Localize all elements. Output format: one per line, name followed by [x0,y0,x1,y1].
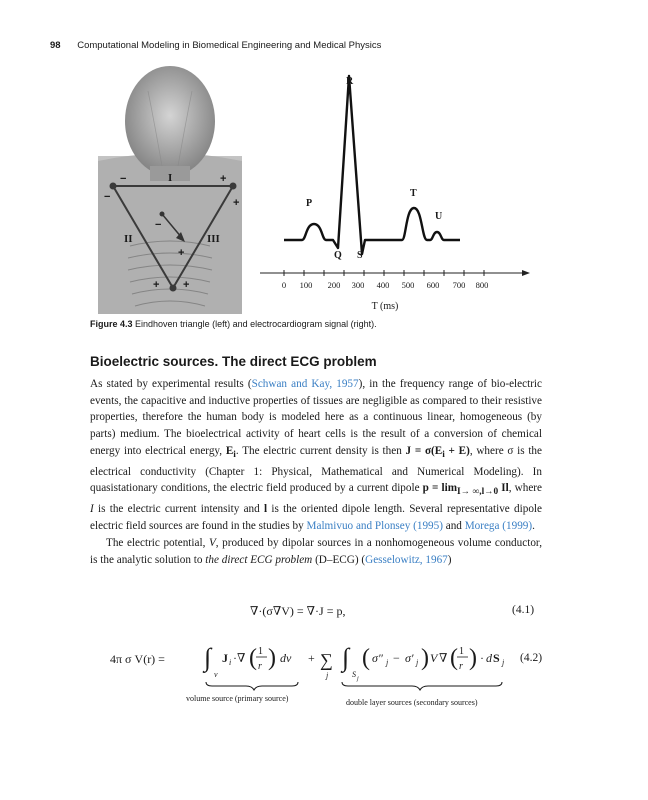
torso-image [98,66,242,314]
svg-text:j: j [357,676,359,682]
svg-text:S: S [493,651,500,665]
sign-minus-2: − [104,191,111,203]
svg-text:j: j [502,658,505,667]
svg-text:σ′: σ′ [405,651,414,665]
caption-text: Eindhoven triangle (left) and electrocardiogram signal (right). [135,319,377,329]
wave-label-t: T [410,188,417,199]
svg-text:−: − [393,651,400,665]
equation-4-2-lhs: 4π σ V(r) = [110,652,165,666]
body-text [90,376,542,568]
tick-500: 500 [401,280,415,290]
brace-label-double-layer: double layer sources (secondary sources) [346,698,478,707]
figure-caption [90,319,377,329]
sign-plus-5: + [183,279,190,291]
svg-text:): ) [268,645,276,671]
svg-text:J: J [222,651,228,665]
wave-label-q: Q [334,250,342,261]
sign-minus-3: − [155,219,162,231]
paragraph-1: As stated by experimental results (Schwan and Kay, 1957), in the frequency range of bio-electric events, the capacitive and inductive properties of tissues are negligible as compared to their resistive properties, therefore the human body is modeled here as a continuous linear, homogeneous (by parts) medium. The bioelectrical activity of heart cells is the result of a conversion of chemical energy into electrical energy, $E_i$. The electric current density is then $J = \sigma(E_i + E)$, where σ is the electrical conductivity (Chapter 1: Physical, Mathematical and Numerical Modeling). In quasistationary conditions, the electric field produced by a current dipole $p = \lim_{I\to \infty,l\to 0} Il$, where I is the electric current intensity and l is the oriented dipole length. Several representative dipole electric field sources are found in the studies by Malmivuo and Plonsey (1995) and Morega (1999). [90,378,542,533]
time-axis [260,270,530,312]
sign-plus-2: + [233,197,240,209]
wave-label-s: S [357,250,363,261]
svg-text:1: 1 [459,646,464,657]
section-title: Bioelectric sources. The direct ECG problem [90,354,377,369]
svg-text:r: r [258,661,262,672]
svg-text:dv: dv [280,651,292,665]
lead-label-ii: II [124,233,133,245]
figure-eindhoven-ecg [50,66,570,316]
wave-label-p: P [306,198,313,209]
svg-text:S: S [352,670,356,679]
svg-text:·: · [480,651,484,665]
caption-label: Figure 4.3 [90,319,133,329]
equation-number-4-1: (4.1) [512,604,535,616]
lead-label-i: I [168,172,173,184]
paragraph-2: The electric potential, V, produced by dipolar sources in a nonhomogeneous volume conductor, is the analytic solution to the direct ECG problem (D–ECG) (Gesselowitz, 1967) [90,536,542,566]
sign-plus-4: + [153,279,160,291]
svg-text:(: ( [450,645,458,671]
page-number: 98 [50,40,61,51]
svg-text:∫: ∫ [342,643,350,672]
tick-0: 0 [281,280,287,290]
svg-text:): ) [421,645,429,671]
tick-400: 400 [376,280,390,290]
sign-minus-1: − [120,173,127,185]
sign-plus-1: + [220,173,227,185]
svg-text:(: ( [362,645,370,671]
svg-text:V: V [430,651,438,665]
running-title: Computational Modeling in Biomedical Engineering and Medical Physics [77,40,382,51]
running-header [50,40,381,51]
tick-800: 800 [475,280,489,290]
svg-text:d: d [486,651,492,665]
tick-700: 700 [452,280,466,290]
svg-text:∫: ∫ [204,643,212,672]
tick-600: 600 [426,280,440,290]
axis-label: T (ms) [371,301,399,312]
svg-text:): ) [469,645,477,671]
tick-200: 200 [327,280,341,290]
brace-label-volume: volume source (primary source) [186,694,289,703]
svg-text:j: j [386,658,389,667]
citation-link[interactable]: Morega (1999) [464,520,533,533]
svg-text:σ″: σ″ [372,651,383,665]
citation-link[interactable]: Schwan and Kay, 1957 [251,378,359,390]
svg-text:v: v [214,670,218,679]
svg-text:+: + [308,651,315,665]
equation-4-1: ∇·(σ∇V) = ∇·J = p, [250,604,346,618]
svg-text:1: 1 [258,646,263,657]
equation-4-2-rhs [200,632,510,692]
wave-label-u: U [435,211,443,222]
svg-text:j: j [326,671,329,680]
wave-label-r: R [346,76,354,87]
svg-text:i: i [229,658,232,667]
svg-text:(: ( [249,645,257,671]
ecg-waveform [284,76,460,254]
tick-300: 300 [351,280,365,290]
svg-text:r: r [459,661,463,672]
svg-text:∑: ∑ [320,650,333,670]
svg-text:∇: ∇ [439,651,448,665]
citation-link[interactable]: Gesselowitz, 1967 [365,553,448,566]
equation-number-4-2: (4.2) [520,652,543,664]
svg-text:·∇: ·∇ [233,651,246,665]
citation-link[interactable]: Malmivuo and Plonsey (1995) [306,520,443,533]
sign-plus-3: + [178,247,185,259]
svg-text:j: j [416,658,419,667]
lead-label-iii: III [207,233,220,245]
tick-100: 100 [299,280,313,290]
